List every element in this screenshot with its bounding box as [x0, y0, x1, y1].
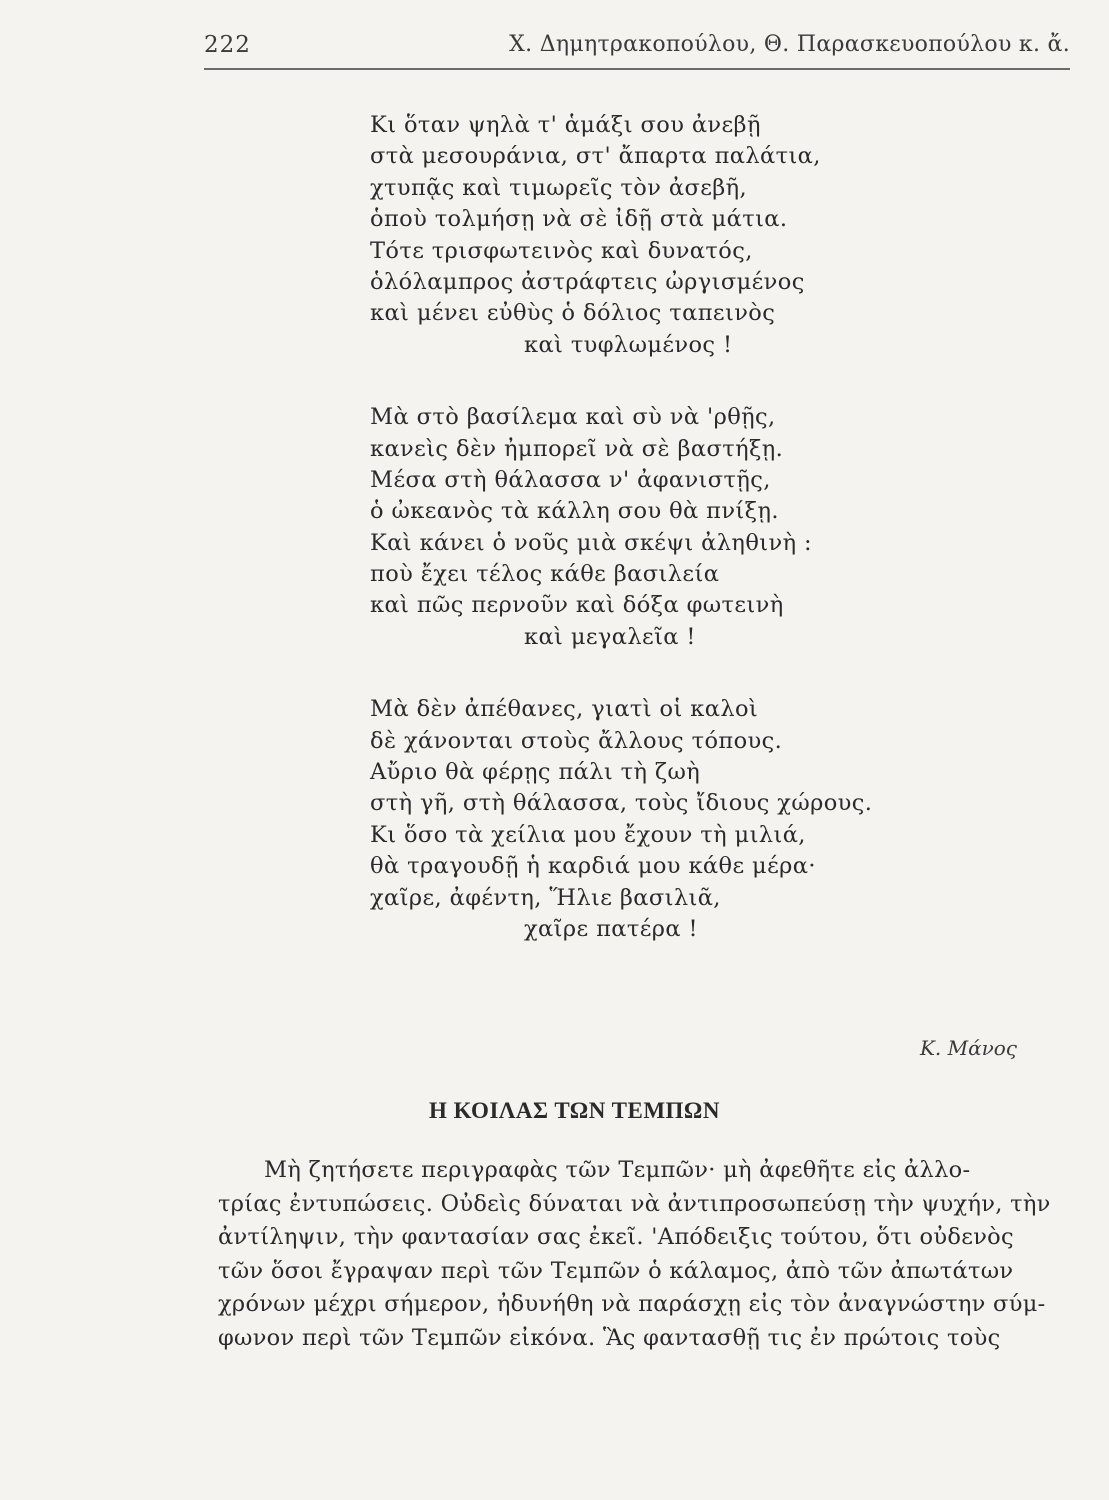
section-title: Η ΚΟΙΛΑΣ ΤΩΝ ΤΕΜΠΩΝ — [429, 1098, 720, 1123]
poem-line: ποὺ ἔχει τέλος κάθε βασιλεία — [370, 561, 720, 588]
poem-line: Μὰ δὲν ἀπέθανες, γιατὶ οἱ καλοὶ — [370, 696, 759, 723]
prose-line: ἀντίληψιν, τὴν φαντασίαν σας ἐκεῖ. 'Απόδειξις τούτου, ὅτι οὐδενὸς — [218, 1224, 1014, 1250]
poem-refrain-line: καὶ τυφλωμένος ! — [524, 331, 733, 358]
poem-line: δὲ χάνονται στοὺς ἄλλους τόπους. — [370, 727, 783, 754]
poem-line: Μὰ στὸ βασίλεμα καὶ σὺ νὰ 'ρθῇς, — [370, 404, 776, 431]
poem-line: Μέσα στὴ θάλασσα ν' ἀφανιστῇς, — [370, 466, 771, 493]
poem-line: χτυπᾷς καὶ τιμωρεῖς τὸν ἀσεβῆ, — [370, 174, 748, 201]
poem-line: θὰ τραγουδῇ ἡ καρδιά μου κάθε μέρα· — [370, 853, 816, 880]
poem-line: ὁ ὠκεανὸς τὰ κάλλη σου θὰ πνίξῃ. — [370, 498, 779, 525]
prose-line: χρόνων μέχρι σήμερον, ἠδυνήθη νὰ παράσχῃ εἰς τὸν ἀναγνώστην σύμ- — [218, 1291, 1046, 1317]
poem-line: χαῖρε, ἀφέντη, Ἥλιε βασιλιᾶ, — [370, 884, 721, 911]
poem-line: καὶ μένει εὐθὺς ὁ δόλιος ταπεινὸς — [370, 300, 776, 327]
prose-line: φωνον περὶ τῶν Τεμπῶν εἰκόνα. Ἃς φαντασθῇ τις ἐν πρώτοις τοὺς — [218, 1324, 1001, 1351]
poem-line: Κι ὅσο τὰ χείλια μου ἔχουν τὴ μιλιά, — [370, 821, 806, 848]
poem-refrain-line: καὶ μεγαλεῖα ! — [524, 623, 696, 650]
poem-line: Τότε τρισφωτεινὸς καὶ δυνατός, — [370, 237, 753, 264]
page-header — [204, 32, 1070, 68]
poem-refrain-line: χαῖρε πατέρα ! — [524, 915, 698, 942]
poem-line: Κι ὅταν ψηλὰ τ' ἁμάξι σου ἀνεβῇ — [370, 112, 761, 138]
page-number: 222 — [204, 32, 251, 58]
poem-line: Αὔριο θὰ φέρῃς πάλι τὴ ζωὴ — [370, 759, 701, 786]
poem-line: στὰ μεσουράνια, στ' ἄπαρτα παλάτια, — [370, 143, 821, 170]
poem-signature: Κ. Μάνος — [919, 1036, 1017, 1060]
poem-line: στὴ γῆ, στὴ θάλασσα, τοὺς ἴδιους χώρους. — [370, 790, 873, 817]
stanza — [370, 110, 930, 361]
poem — [370, 110, 930, 986]
poem-line: καὶ πῶς περνοῦν καὶ δόξα φωτεινὴ — [370, 592, 784, 619]
prose-line: τρίας ἐντυπώσεις. Οὐδεὶς δύναται νὰ ἀντιπροσωπεύσῃ τὴν ψυχήν, τὴν — [218, 1190, 1051, 1217]
running-head: Χ. Δημητρακοπούλου, Θ. Παρασκευοπούλου κ. ἄ. — [509, 32, 1070, 57]
poem-line: κανεὶς δὲν ἠμπορεῖ νὰ σὲ βαστήξῃ. — [370, 435, 784, 462]
poem-line: Καὶ κάνει ὁ νοῦς μιὰ σκέψι ἀληθινὴ : — [370, 529, 812, 556]
poem-line: ὁλόλαμπρος ἀστράφτεις ὠργισμένος — [370, 268, 805, 295]
prose-paragraph — [218, 1154, 1078, 1355]
stanza — [370, 402, 930, 653]
prose-line: Μὴ ζητήσετε περιγραφὰς τῶν Τεμπῶν· μὴ ἀφεθῆτε εἰς ἀλλο- — [264, 1157, 971, 1183]
prose-line: τῶν ὅσοι ἔγραψαν περὶ τῶν Τεμπῶν ὁ κάλαμος, ἀπὸ τῶν ἀπωτάτων — [218, 1257, 1014, 1284]
header-rule — [204, 68, 1070, 70]
poem-line: ὁποὺ τολμήσῃ νὰ σὲ ἰδῇ στὰ μάτια. — [370, 206, 788, 233]
stanza — [370, 694, 930, 945]
